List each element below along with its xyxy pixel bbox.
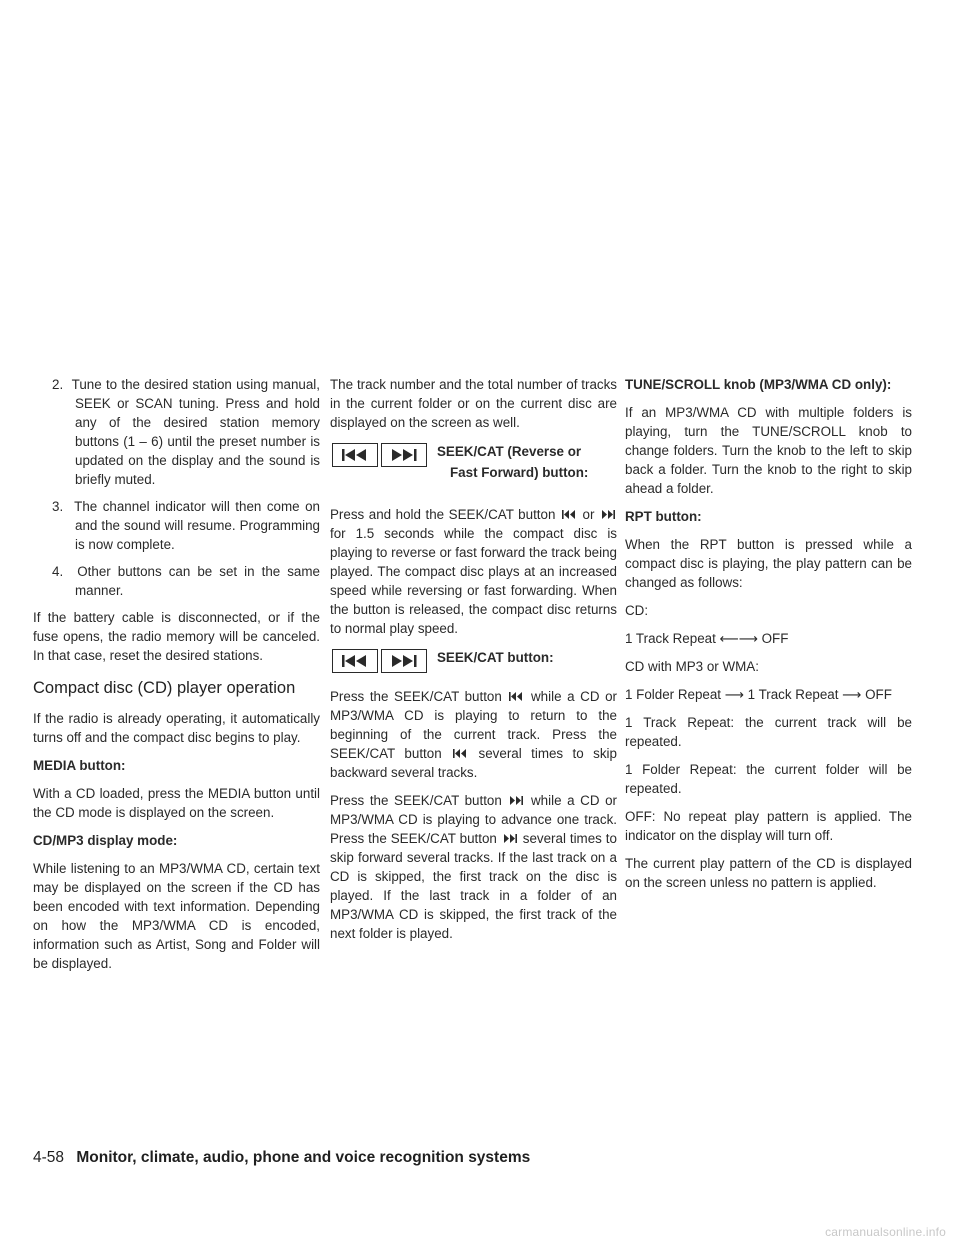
skip-forward-icon bbox=[503, 834, 517, 843]
skip-forward-icon bbox=[509, 796, 523, 805]
skip-back-icon bbox=[509, 692, 523, 701]
page-footer bbox=[33, 1148, 530, 1167]
battery-note: If the battery cable is disconnected, or if the fuse opens, the radio memory will be canceled. In that case, reset the desired stations. bbox=[33, 610, 320, 663]
seek-heading: SEEK/CAT button: bbox=[437, 650, 554, 665]
media-heading: MEDIA button: bbox=[33, 758, 126, 773]
step-2: 2. Tune to the desired station using manual, SEEK or SCAN tuning. Press and hold any of the desired station memory buttons (1 – 6) until the preset number is updated on the display and the sound is briefly muted. bbox=[52, 377, 320, 487]
skip-back-icon bbox=[332, 649, 378, 673]
column-right bbox=[625, 375, 912, 901]
current-pattern-desc: The current play pattern of the CD is displayed on the screen unless no pattern is applied. bbox=[625, 856, 912, 890]
folder-repeat-desc: 1 Folder Repeat: the current folder will be repeated. bbox=[625, 762, 912, 796]
skip-back-icon bbox=[453, 749, 467, 758]
cdmp3-heading: CD/MP3 display mode: bbox=[33, 833, 178, 848]
off-desc: OFF: No repeat play pattern is applied. The indicator on the display will turn off. bbox=[625, 809, 912, 843]
tune-text: If an MP3/WMA CD with multiple folders is playing, turn the TUNE/SCROLL knob to change folders. Turn the knob to the left to skip back a folder. Turn the knob to the right to skip ahead a folder. bbox=[625, 405, 912, 496]
tune-heading: TUNE/SCROLL knob (MP3/WMA CD only): bbox=[625, 377, 892, 392]
track-repeat-desc: 1 Track Repeat: the current track will be repeated. bbox=[625, 715, 912, 749]
mp3-label: CD with MP3 or WMA: bbox=[625, 659, 759, 674]
column-middle bbox=[330, 375, 617, 952]
rpt-heading: RPT button: bbox=[625, 509, 702, 524]
step-3: 3. The channel indicator will then come on and the sound will resume. Programming is now complete. bbox=[52, 499, 320, 552]
skip-back-icon bbox=[562, 510, 576, 519]
watermark: carmanualsonline.info bbox=[825, 1225, 946, 1239]
chapter-title: Monitor, climate, audio, phone and voice recognition systems bbox=[76, 1149, 531, 1166]
seek-ff-heading: SEEK/CAT (Reverse or Fast Forward) button: bbox=[437, 444, 589, 480]
cdmp3-text: While listening to an MP3/WMA CD, certain text may be displayed on the screen if the CD has been encoded with text information. Depending on how the MP3/WMA CD is encoded, information such as Artist, Song and Folder will be displayed. bbox=[33, 861, 320, 971]
track-info: The track number and the total number of tracks in the current folder or on the current disc are displayed on the screen as well. bbox=[330, 377, 617, 430]
seek-ff-button-figure bbox=[330, 441, 617, 499]
hold-text: Press and hold the SEEK/CAT button or for 1.5 seconds while the compact disc is playing to reverse or fast forward the track being played. The compact disc plays at an increased speed while reversing or fast forwarding. When the button is released, the compact disc returns to normal play speed. bbox=[330, 507, 617, 636]
seek-buttons bbox=[332, 443, 430, 467]
section-title: Compact disc (CD) player operation bbox=[33, 679, 296, 697]
mp3-pattern: 1 Folder Repeat ⟶ 1 Track Repeat ⟶ OFF bbox=[625, 687, 892, 702]
cd-pattern: 1 Track Repeat ⟵⟶ OFF bbox=[625, 631, 789, 646]
cd-label: CD: bbox=[625, 603, 649, 618]
forward-text: Press the SEEK/CAT button while a CD or MP3/WMA CD is playing to advance one track. Press the SEEK/CAT button several times to skip forward several tracks. If the last track on a CD is skipped, the first track on the disc is played. If the last track in a folder of an MP3/WMA CD is skipped, the first track of the next folder is played. bbox=[330, 793, 617, 941]
seek-button-figure bbox=[330, 647, 617, 681]
rpt-text: When the RPT button is pressed while a compact disc is playing, the play pattern can be changed as follows: bbox=[625, 537, 912, 590]
skip-forward-icon bbox=[381, 649, 427, 673]
reverse-text: Press the SEEK/CAT button while a CD or MP3/WMA CD is playing to return to the beginning of the current track. Press the SEEK/CAT button several times to skip backward several tracks. bbox=[330, 689, 617, 780]
seek-buttons bbox=[332, 649, 430, 673]
skip-back-icon bbox=[332, 443, 378, 467]
skip-forward-icon bbox=[381, 443, 427, 467]
column-left bbox=[33, 375, 320, 982]
cd-intro: If the radio is already operating, it automatically turns off and the compact disc begins to play. bbox=[33, 711, 320, 745]
skip-forward-icon bbox=[601, 510, 615, 519]
page-number: 4-58 bbox=[33, 1149, 65, 1166]
media-text: With a CD loaded, press the MEDIA button until the CD mode is displayed on the screen. bbox=[33, 786, 320, 820]
step-4: 4. Other buttons can be set in the same manner. bbox=[52, 564, 320, 598]
